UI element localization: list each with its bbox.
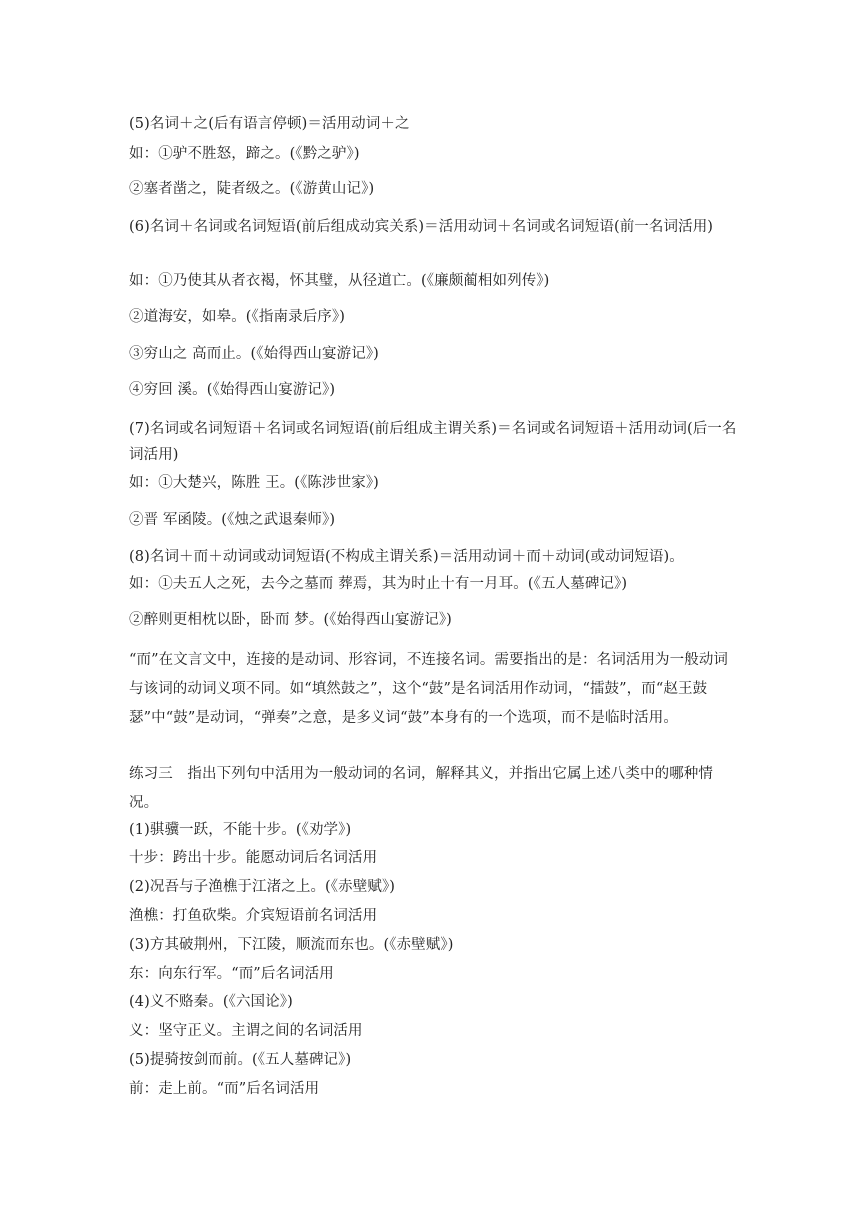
text-line: 渔樵：打鱼砍柴。介宾短语前名词活用 [129, 908, 378, 924]
text-line: (6)名词＋名词或名词短语(前后组成动宾关系)＝活用动词＋名词或名词短语(前一名词活用) [129, 219, 714, 235]
text-line: 义：坚守正义。主谓之间的名词活用 [129, 1023, 363, 1039]
text-line: (8)名词＋而＋动词或动词短语(不构成主谓关系)＝活用动词＋而＋动词(或动词短语)。 [129, 549, 684, 565]
text-line: 前：走上前。“而”后名词活用 [129, 1081, 320, 1097]
exercise-heading: 练习三 指出下列句中活用为一般动词的名词，解释其义，并指出它属上述八类中的哪种情况。 [129, 766, 713, 811]
text-line: 十步：跨出十步。能愿动词后名词活用 [129, 850, 378, 866]
text-line: (1)骐骥一跃，不能十步。(《劝学》) [129, 822, 352, 838]
text-line: 如：①乃使其从者衣褐，怀其璧，从径道亡。(《廉颇蔺相如列传》) [129, 273, 550, 289]
text-line: (3)方其破荆州，下江陵，顺流而东也。(《赤壁赋》) [129, 937, 454, 953]
text-line: 如：①驴不胜怒，蹄之。(《黔之驴》) [129, 146, 360, 162]
text-line: (5)名词＋之(后有语言停顿)＝活用动词＋之 [129, 116, 410, 132]
text-line: (4)义不赂秦。(《六国论》) [129, 994, 293, 1010]
text-line: (2)况吾与子渔樵于江渚之上。(《赤壁赋》) [129, 879, 396, 895]
text-line: (5)提骑按剑而前。(《五人墓碑记》) [129, 1052, 352, 1068]
text-line: ②道海安，如皋。(《指南录后序》) [129, 309, 346, 325]
text-line: 东：向东行军。“而”后名词活用 [129, 966, 334, 982]
text-line: 如：①大楚兴，陈胜 王。(《陈涉世家》) [129, 475, 379, 491]
text-line: ②晋 军函陵。(《烛之武退秦师》) [129, 512, 336, 528]
text-line: ②塞者凿之，陡者级之。(《游黄山记》) [129, 181, 375, 197]
text-line: ④穷回 溪。(《始得西山宴游记》) [129, 382, 336, 398]
text-line: (7)名词或名词短语＋名词或名词短语(前后组成主谓关系)＝名词或名词短语＋活用动词(后一名词活用) [129, 421, 737, 463]
text-line: 如：①夫五人之死，去今之墓而 葬焉，其为时止十有一月耳。(《五人墓碑记》) [129, 576, 628, 592]
text-paragraph: “而”在文言文中，连接的是动词、形容词，不连接名词。需要指出的是：名词活用为一般动词与该词的动词义项不同。如“填然鼓之”，这个“鼓”是名词活用作动词，“擂鼓”，而“赵王鼓瑟”中“鼓”是动词，“弹奏”之意，是多义词“鼓”本身有的一个选项，而不是临时活用。 [129, 652, 729, 726]
text-line: ②醉则更相枕以卧，卧而 梦。(《始得西山宴游记》) [129, 612, 452, 628]
text-line: ③穷山之 高而止。(《始得西山宴游记》) [129, 346, 379, 362]
